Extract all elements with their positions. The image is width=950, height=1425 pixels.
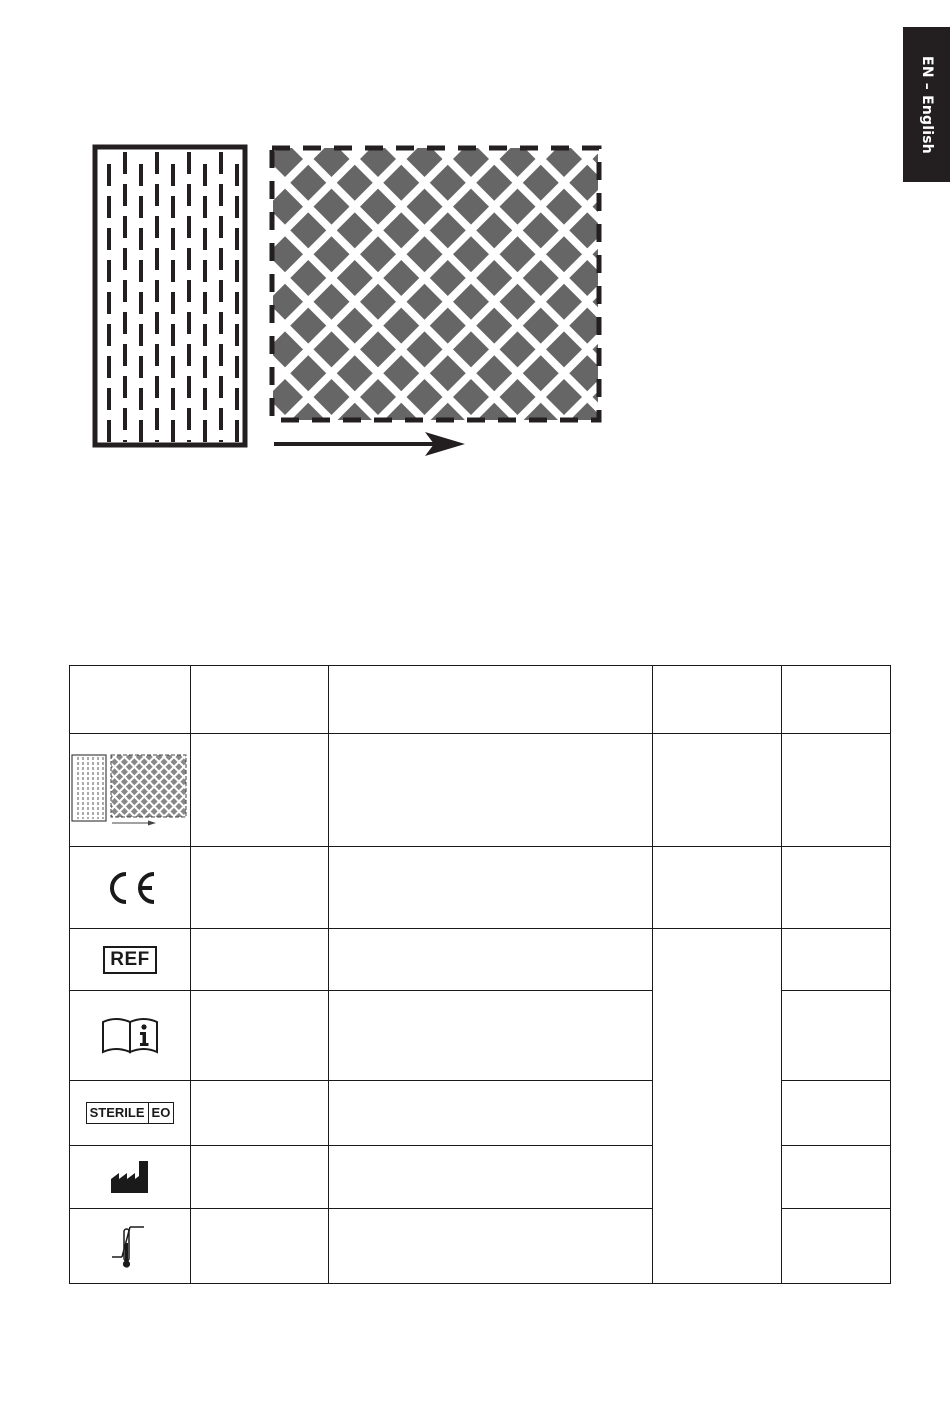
mesh-cell xyxy=(407,236,443,272)
lattice-symbol-cell xyxy=(70,734,191,847)
mesh-cell xyxy=(523,260,559,296)
mesh-cell xyxy=(453,189,489,225)
table-cell xyxy=(782,1209,891,1284)
table-cell xyxy=(191,1146,329,1209)
table-cell xyxy=(191,734,329,847)
table-cell xyxy=(329,1081,653,1146)
temperature-symbol-cell xyxy=(70,1209,191,1284)
table-cell xyxy=(653,847,782,929)
mesh-cell xyxy=(500,331,536,367)
table-cell xyxy=(329,847,653,929)
mesh-cell xyxy=(314,331,350,367)
mesh-cell xyxy=(290,355,326,391)
mesh-cell xyxy=(453,331,489,367)
mesh-cell xyxy=(523,308,559,344)
mesh-cell xyxy=(523,165,559,201)
temperature-limit-icon xyxy=(108,1221,152,1271)
mesh-cell xyxy=(500,284,536,320)
table-cell xyxy=(191,1081,329,1146)
mesh-cell xyxy=(383,212,419,248)
language-tab xyxy=(903,27,950,182)
mesh-cell xyxy=(360,284,396,320)
mesh-cell xyxy=(546,236,582,272)
table-cell xyxy=(782,734,891,847)
mesh-cell xyxy=(430,260,466,296)
mesh-cell xyxy=(500,379,536,415)
table-cell xyxy=(191,847,329,929)
table-header-cell xyxy=(70,666,191,734)
ce-mark-icon xyxy=(102,870,158,906)
mesh-cell xyxy=(546,379,582,415)
mesh-cell xyxy=(407,379,443,415)
mesh-cell xyxy=(360,189,396,225)
mesh-cell xyxy=(430,355,466,391)
compressed-panel-lines xyxy=(109,152,237,442)
mesh-cell xyxy=(500,189,536,225)
mesh-cell xyxy=(476,308,512,344)
table-header-cell xyxy=(782,666,891,734)
mesh-cell xyxy=(290,308,326,344)
mesh-cell xyxy=(430,212,466,248)
mesh-cell xyxy=(337,308,373,344)
table-cell xyxy=(653,734,782,847)
table-cell xyxy=(191,991,329,1081)
ce-mark-cell xyxy=(70,847,191,929)
table-cell xyxy=(329,734,653,847)
table-header-cell xyxy=(329,666,653,734)
table-cell xyxy=(191,1209,329,1284)
ref-symbol-cell xyxy=(70,929,191,991)
expansion-arrow xyxy=(274,432,465,456)
mesh-cell xyxy=(290,260,326,296)
table-cell xyxy=(329,929,653,991)
mesh-cell xyxy=(453,236,489,272)
symbol-table xyxy=(69,665,891,1284)
mesh-cell xyxy=(407,331,443,367)
lattice-icon xyxy=(70,752,190,828)
mesh-cell xyxy=(430,308,466,344)
sterile-eo-symbol xyxy=(86,1102,175,1124)
manufacturer-icon xyxy=(109,1159,151,1195)
mesh-cell xyxy=(476,355,512,391)
mesh-cell xyxy=(314,236,350,272)
mesh-cell xyxy=(314,284,350,320)
table-cell xyxy=(782,1081,891,1146)
mesh-cell xyxy=(546,284,582,320)
table-header-cell xyxy=(653,666,782,734)
mesh-cell xyxy=(360,236,396,272)
table-cell xyxy=(782,1146,891,1209)
sterile-method-label: EO xyxy=(148,1103,174,1123)
mesh-cell xyxy=(383,260,419,296)
mesh-cell xyxy=(360,379,396,415)
table-row xyxy=(70,929,891,991)
table-cell xyxy=(782,847,891,929)
table-header-row xyxy=(70,666,891,734)
mesh-cell xyxy=(383,355,419,391)
expanded-mesh xyxy=(267,141,610,439)
table-cell xyxy=(329,991,653,1081)
table-cell xyxy=(782,929,891,991)
mesh-cell xyxy=(314,379,350,415)
ref-symbol: REF xyxy=(103,946,157,974)
mesh-cell xyxy=(337,212,373,248)
mesh-cell xyxy=(407,284,443,320)
mesh-cell xyxy=(476,260,512,296)
mesh-cell xyxy=(337,355,373,391)
instructions-symbol-cell xyxy=(70,991,191,1081)
mesh-cell xyxy=(546,189,582,225)
mesh-cell xyxy=(453,379,489,415)
manufacturer-symbol-cell xyxy=(70,1146,191,1209)
mesh-cell xyxy=(476,165,512,201)
lattice-illustration xyxy=(90,140,610,460)
table-header-cell xyxy=(191,666,329,734)
mesh-cell xyxy=(523,355,559,391)
table-cell xyxy=(191,929,329,991)
mesh-cell xyxy=(383,308,419,344)
mesh-cell xyxy=(290,165,326,201)
mesh-cell xyxy=(314,189,350,225)
sterile-symbol-cell xyxy=(70,1081,191,1146)
mesh-cell xyxy=(337,260,373,296)
table-cell xyxy=(653,929,782,1284)
language-tab-label: EN – English xyxy=(918,55,935,154)
mesh-cell xyxy=(453,284,489,320)
mesh-cell xyxy=(476,212,512,248)
consult-instructions-icon xyxy=(100,1016,160,1056)
table-cell xyxy=(329,1146,653,1209)
mesh-cell xyxy=(407,189,443,225)
mesh-cell xyxy=(337,165,373,201)
table-row xyxy=(70,847,891,929)
table-cell xyxy=(782,991,891,1081)
mesh-cell xyxy=(383,165,419,201)
mesh-cell xyxy=(546,331,582,367)
mesh-cell xyxy=(430,165,466,201)
table-row xyxy=(70,734,891,847)
mesh-cell xyxy=(523,212,559,248)
table-cell xyxy=(329,1209,653,1284)
mesh-cell xyxy=(500,236,536,272)
mesh-cell xyxy=(360,331,396,367)
mesh-cell xyxy=(290,212,326,248)
sterile-label: STERILE xyxy=(89,1105,145,1120)
